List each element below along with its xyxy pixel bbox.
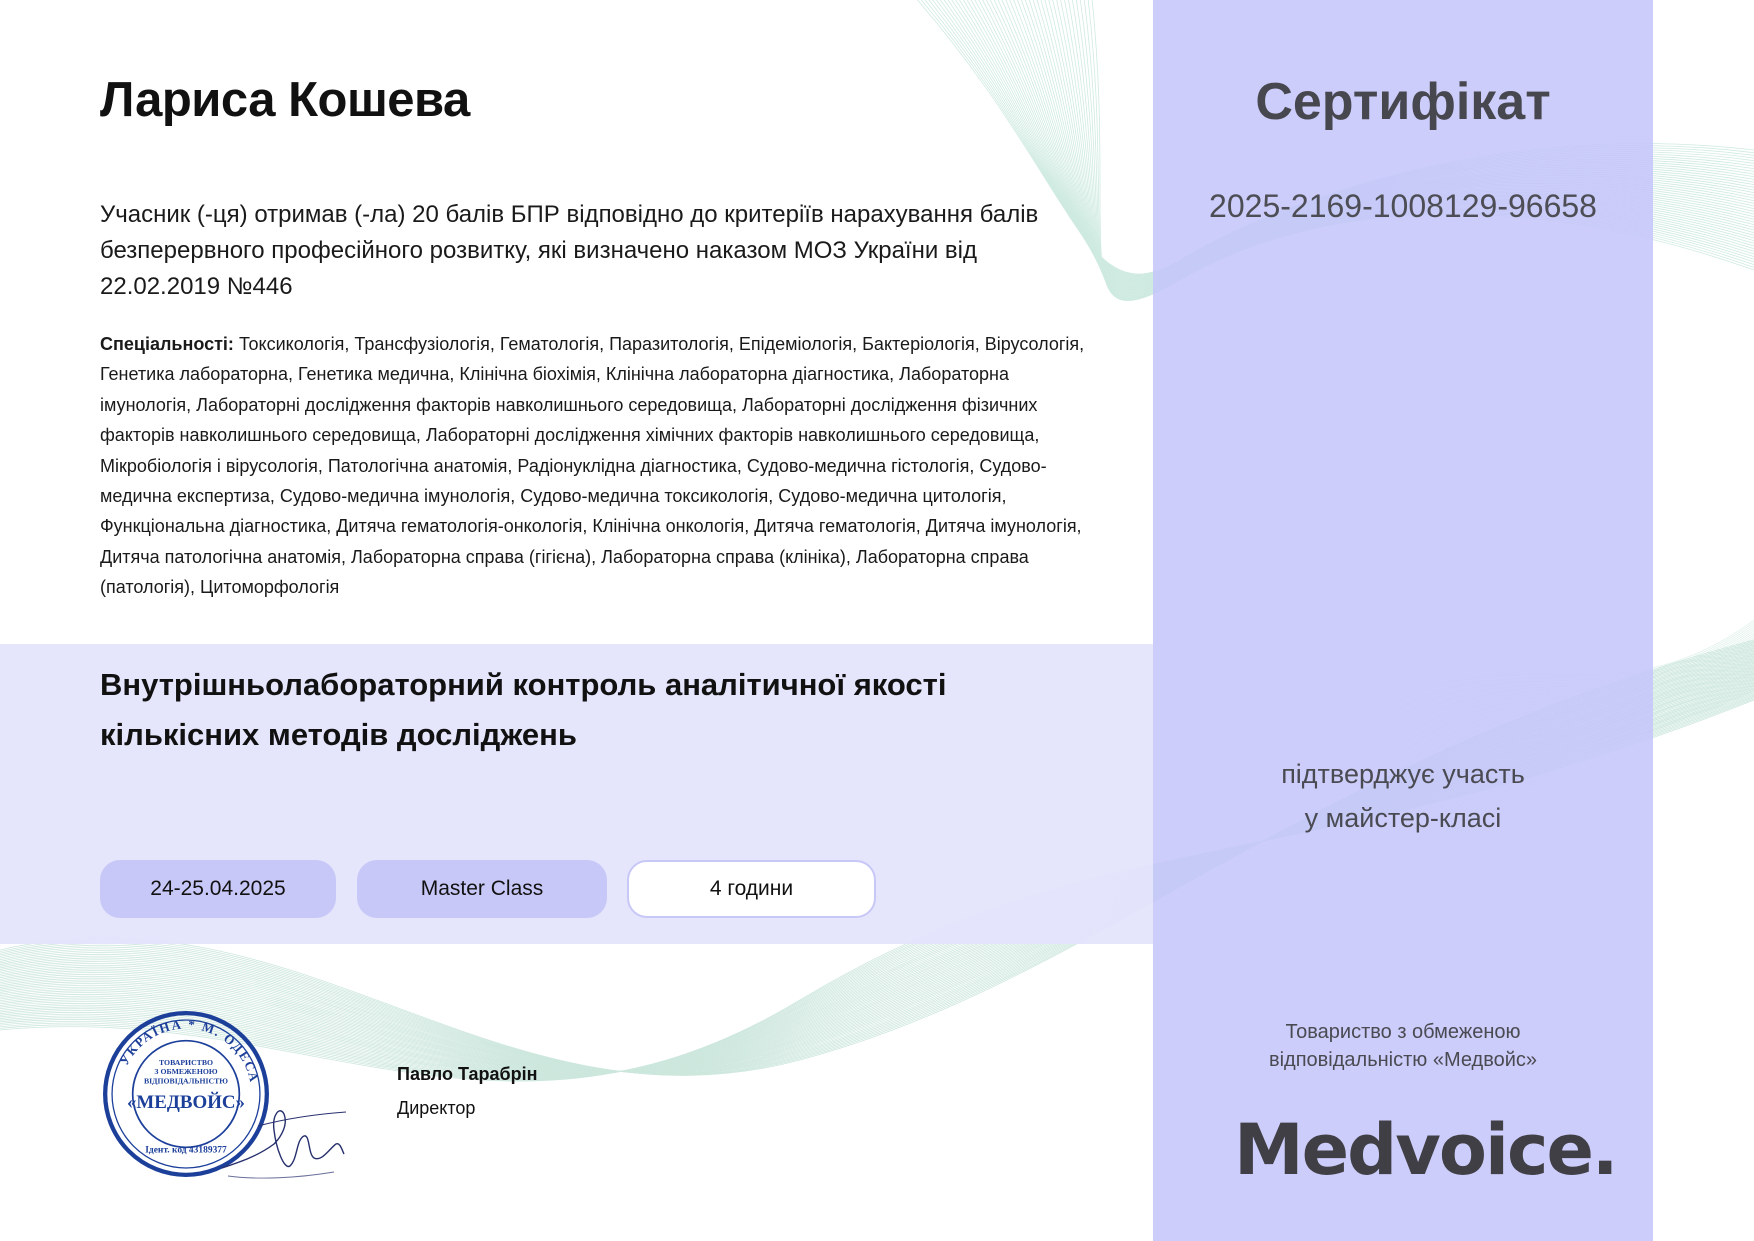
seal-inner-small-1: ТОВАРИСТВО [159, 1057, 213, 1067]
logo-text: Medvoice. [1234, 1109, 1617, 1191]
recipient-name: Лариса Кошева [100, 73, 470, 127]
confirmation-text [1153, 752, 1653, 840]
duration-badge: 4 години [627, 860, 876, 918]
certificate-title: Сертифікат [1255, 73, 1551, 131]
course-title-line1: Внутрішньолабораторний контроль аналітичної якості [100, 667, 947, 702]
seal-inner-small-3: ВІДПОВІДАЛЬНІСТЮ [144, 1076, 228, 1086]
seal-outer-text: УКРАЇНА * М. ОДЕСА [117, 1017, 262, 1085]
seal-code: Ідент. код 43189377 [145, 1145, 227, 1156]
specialties-list: Токсикологія, Трансфузіологія, Гематологія, Паразитологія, Епідеміологія, Бактеріологія, Вірусологія, Генетика лабораторна, Генетика медична, Клінічна біохімія, Клінічна лабораторна діагностика, Лабораторна імунологія, Лабораторні дослідження факторів навколишнього середовища, Лабораторні дослідження фізичних факторів навколишнього середовища, Лабораторні дослідження хімічних факторів навколишнього середовища, Мікробіологія і вірусологія, Патологічна анатомія, Радіонуклідна діагностика, Судово-медична гістологія, Судово-медична експертиза, Судово-медична імунологія, Судово-медична токсикологія, Судово-медична цитологія, Функціональна діагностика, Дитяча гематологія-онкологія, Клінічна онкологія, Дитяча гематологія, Дитяча імунологія, Дитяча патологічна анатомія, Лабораторна справа (гігієна), Лабораторна справа (клініка), Лабораторна справа (патологія), Цитоморфологія [100, 334, 1085, 598]
signatory-name: Павло Тарабрін [397, 1064, 538, 1084]
signatory-role: Директор [397, 1098, 476, 1118]
issuer-line2: відповідальністю «Медвойс» [1268, 1049, 1538, 1071]
seal-inner-small-2: З ОБМЕЖЕНОЮ [154, 1067, 218, 1077]
course-title-line2: кількісних методів досліджень [100, 717, 577, 752]
certificate-id: 2025-2169-1008129-96658 [1209, 188, 1597, 224]
confirmation-line2: у майстер-класі [1304, 803, 1502, 833]
director-signature [218, 1096, 348, 1186]
course-title [100, 660, 1060, 760]
intro-text: Учасник (-ця) отримав (-ла) 20 балів БПР відповідно до критеріїв нарахування балів безперервного професійного розвитку, які визначено наказом МОЗ України від 22.02.2019 №446 [100, 201, 1039, 300]
specialties [100, 329, 1090, 603]
date-badge: 24-25.04.2025 [100, 860, 336, 918]
specialties-label: Спеціальності: [100, 334, 234, 354]
medvoice-logo [1234, 1108, 1617, 1191]
issuer-line1: Товариство з обмеженою [1285, 1021, 1521, 1043]
seal-main-text: «МЕДВОЙС» [126, 1091, 246, 1113]
format-badge: Master Class [357, 860, 607, 918]
confirmation-line1: підтверджує участь [1281, 759, 1525, 789]
issuer-company [1153, 1018, 1653, 1074]
